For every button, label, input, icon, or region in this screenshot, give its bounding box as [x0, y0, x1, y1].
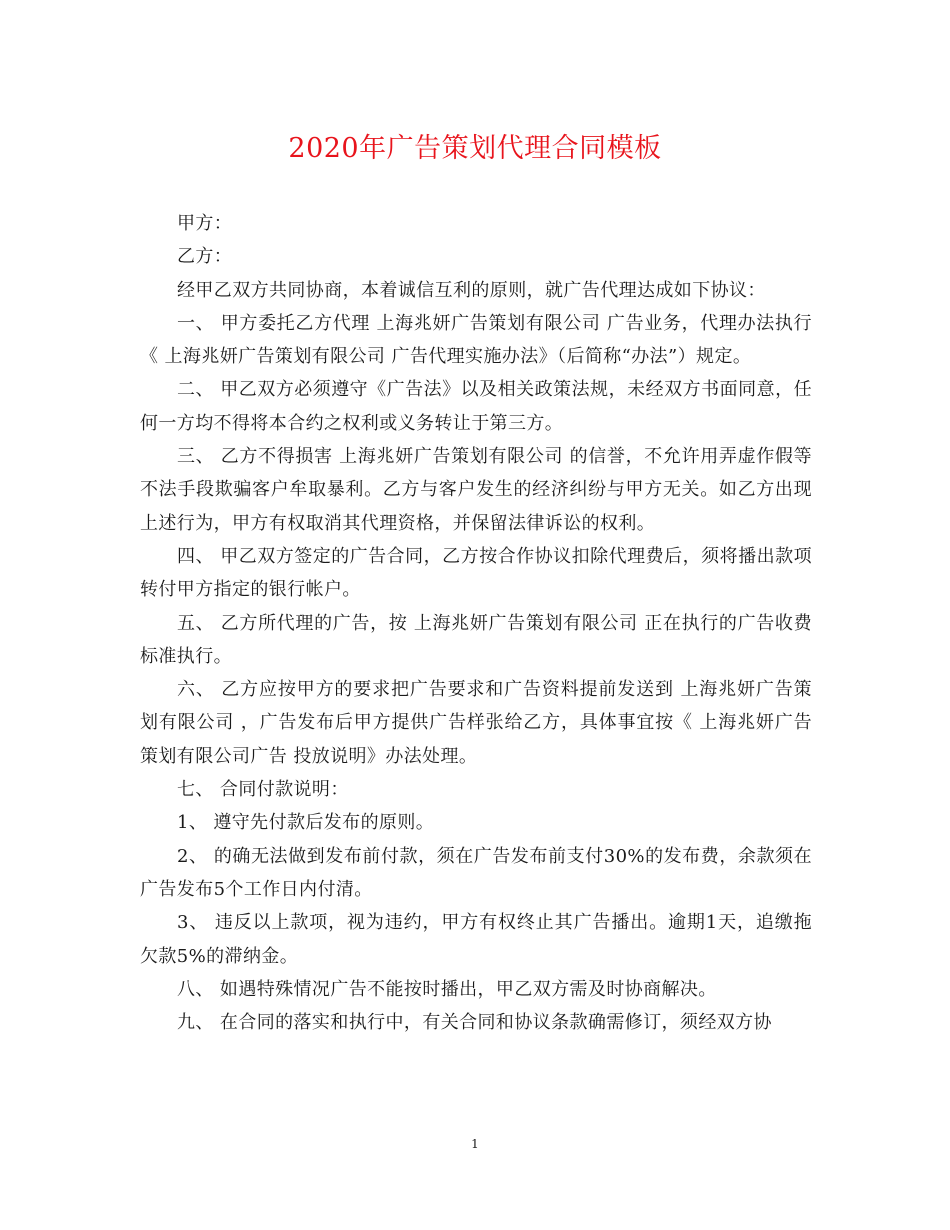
clause-4: 四、 甲乙双方签定的广告合同，乙方按合作协议扣除代理费后，须将播出款项转付甲方指定的银行帐户。: [140, 545, 812, 601]
clause-2: 二、 甲乙双方必须遵守《广告法》以及相关政策法规，未经双方书面同意，任何一方均不得将本合约之权利或义务转让于第三方。: [140, 379, 812, 434]
document-body: [140, 207, 812, 1039]
payment-item-3: 3、 违反以上款项，视为违约，甲方有权终止其广告播出。逾期1天，追缴拖欠款5%的滞纳金。: [140, 912, 812, 967]
clause-6: 六、 乙方应按甲方的要求把广告要求和广告资料提前发送到 上海兆妍广告策划有限公司 ，广告发布后甲方提供广告样张给乙方，具体事宜按《 上海兆妍广告策划有限公司广告 投放说明》办法处理。: [140, 679, 812, 767]
party-b-label: 乙方：: [177, 246, 233, 268]
document-title: 2020年广告策划代理合同模板: [288, 133, 662, 164]
clause-1: 一、 甲方委托乙方代理 上海兆妍广告策划有限公司 广告业务，代理办法执行《 上海兆妍广告策划有限公司 广告代理实施办法》（后简称“办法”）规定。: [140, 312, 812, 368]
payment-item-1: 1、 遵守先付款后发布的原则。: [177, 812, 435, 834]
clause-7-heading: 七、 合同付款说明：: [177, 779, 349, 801]
clause-5: 五、 乙方所代理的广告，按 上海兆妍广告策划有限公司 正在执行的广告收费标准执行。: [140, 612, 812, 667]
clause-9: 九、 在合同的落实和执行中，有关合同和协议条款确需修订，须经双方协: [177, 1012, 772, 1034]
clause-3: 三、 乙方不得损害 上海兆妍广告策划有限公司 的信誉，不允许用弄虚作假等不法手段欺骗客户牟取暴利。乙方与客户发生的经济纠纷与甲方无关。如乙方出现上述行为，甲方有权取消其代理资格，并保留法律诉讼的权利。: [140, 446, 812, 534]
page-number: 1: [471, 1137, 479, 1151]
payment-item-2: 2、 的确无法做到发布前付款，须在广告发布前支付30%的发布费，余款须在广告发布5个工作日内付清。: [140, 845, 812, 900]
preamble-paragraph: 经甲乙双方共同协商，本着诚信互利的原则，就广告代理达成如下协议：: [177, 279, 766, 301]
party-a-label: 甲方：: [177, 213, 233, 234]
clause-8: 八、 如遇特殊情况广告不能按时播出，甲乙双方需及时协商解决。: [177, 978, 717, 1000]
